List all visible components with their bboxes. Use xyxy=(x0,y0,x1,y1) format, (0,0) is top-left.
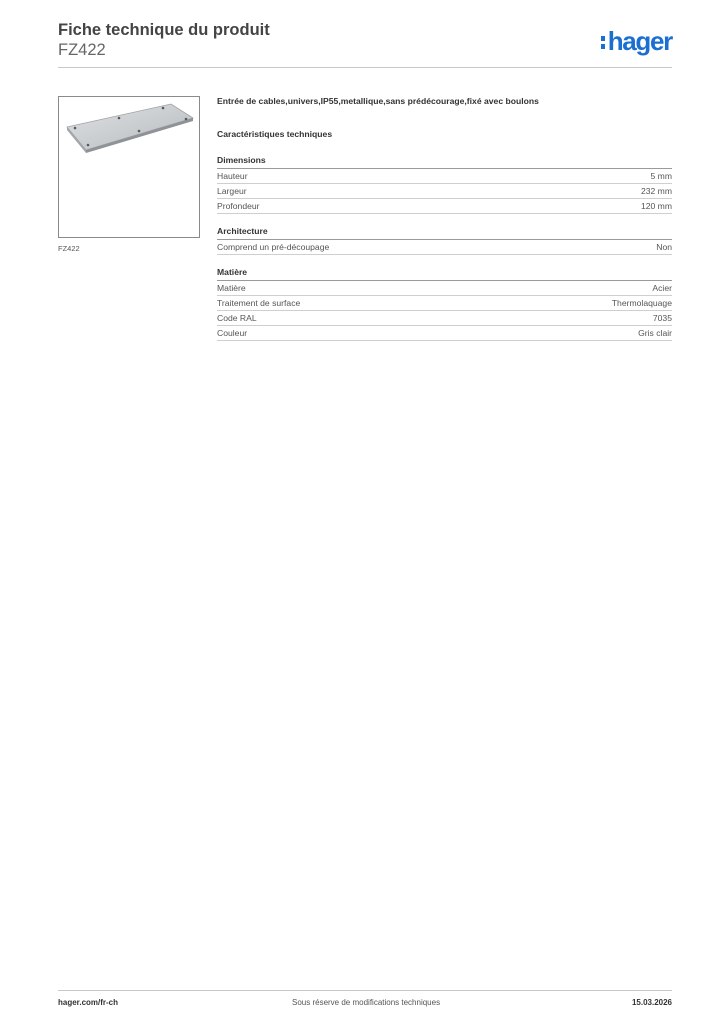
logo-text: hager xyxy=(607,26,672,56)
spec-value: 120 mm xyxy=(640,201,672,211)
logo-colon-icon xyxy=(601,34,606,51)
section-title: Caractéristiques techniques xyxy=(217,129,333,139)
spec-row xyxy=(217,311,672,326)
page-header xyxy=(58,20,672,60)
spec-label: Largeur xyxy=(217,186,247,196)
footer-divider xyxy=(58,990,672,991)
spec-row xyxy=(217,326,672,341)
spec-row xyxy=(217,169,672,184)
spec-value: Thermolaquage xyxy=(611,298,672,308)
product-code: FZ422 xyxy=(58,41,106,59)
spec-row xyxy=(217,184,672,199)
image-caption: FZ422 xyxy=(58,244,80,253)
spec-group-dimensions xyxy=(217,154,672,214)
spec-value: Non xyxy=(656,242,672,252)
website-link[interactable]: hager.com/fr-ch xyxy=(58,998,119,1007)
spec-row xyxy=(217,199,672,214)
spec-label: Couleur xyxy=(217,328,248,338)
spec-group-architecture xyxy=(217,225,672,255)
group-heading: Architecture xyxy=(217,225,672,240)
document-title: Fiche technique du produit xyxy=(58,21,270,39)
group-heading: Dimensions xyxy=(217,154,672,169)
spec-value: 5 mm xyxy=(650,171,672,181)
spec-group-material xyxy=(217,266,672,341)
spec-value: 7035 xyxy=(652,313,672,323)
legal-notice: Sous réserve de modifications techniques xyxy=(292,998,441,1007)
spec-row xyxy=(217,296,672,311)
spec-value: 232 mm xyxy=(640,186,672,196)
spec-row xyxy=(217,281,672,296)
header-divider xyxy=(58,67,672,68)
group-heading: Matière xyxy=(217,266,672,281)
spec-label: Matière xyxy=(217,283,246,293)
product-specs xyxy=(217,95,672,341)
spec-label: Hauteur xyxy=(217,171,248,181)
spec-value: Gris clair xyxy=(638,328,672,338)
spec-label: Comprend un pré-découpage xyxy=(217,242,330,252)
product-description: Entrée de cables,univers,IP55,metallique,sans prédécourage,fixé avec boulons xyxy=(217,96,539,106)
product-image xyxy=(58,96,200,238)
spec-label: Code RAL xyxy=(217,313,257,323)
metal-cover-plate-icon xyxy=(59,97,199,237)
spec-label: Profondeur xyxy=(217,201,260,211)
spec-label: Traitement de surface xyxy=(217,298,301,308)
hager-logo[interactable] xyxy=(601,26,672,56)
spec-row xyxy=(217,240,672,255)
document-date: 15.03.2026 xyxy=(631,998,672,1007)
spec-value: Acier xyxy=(652,283,672,293)
